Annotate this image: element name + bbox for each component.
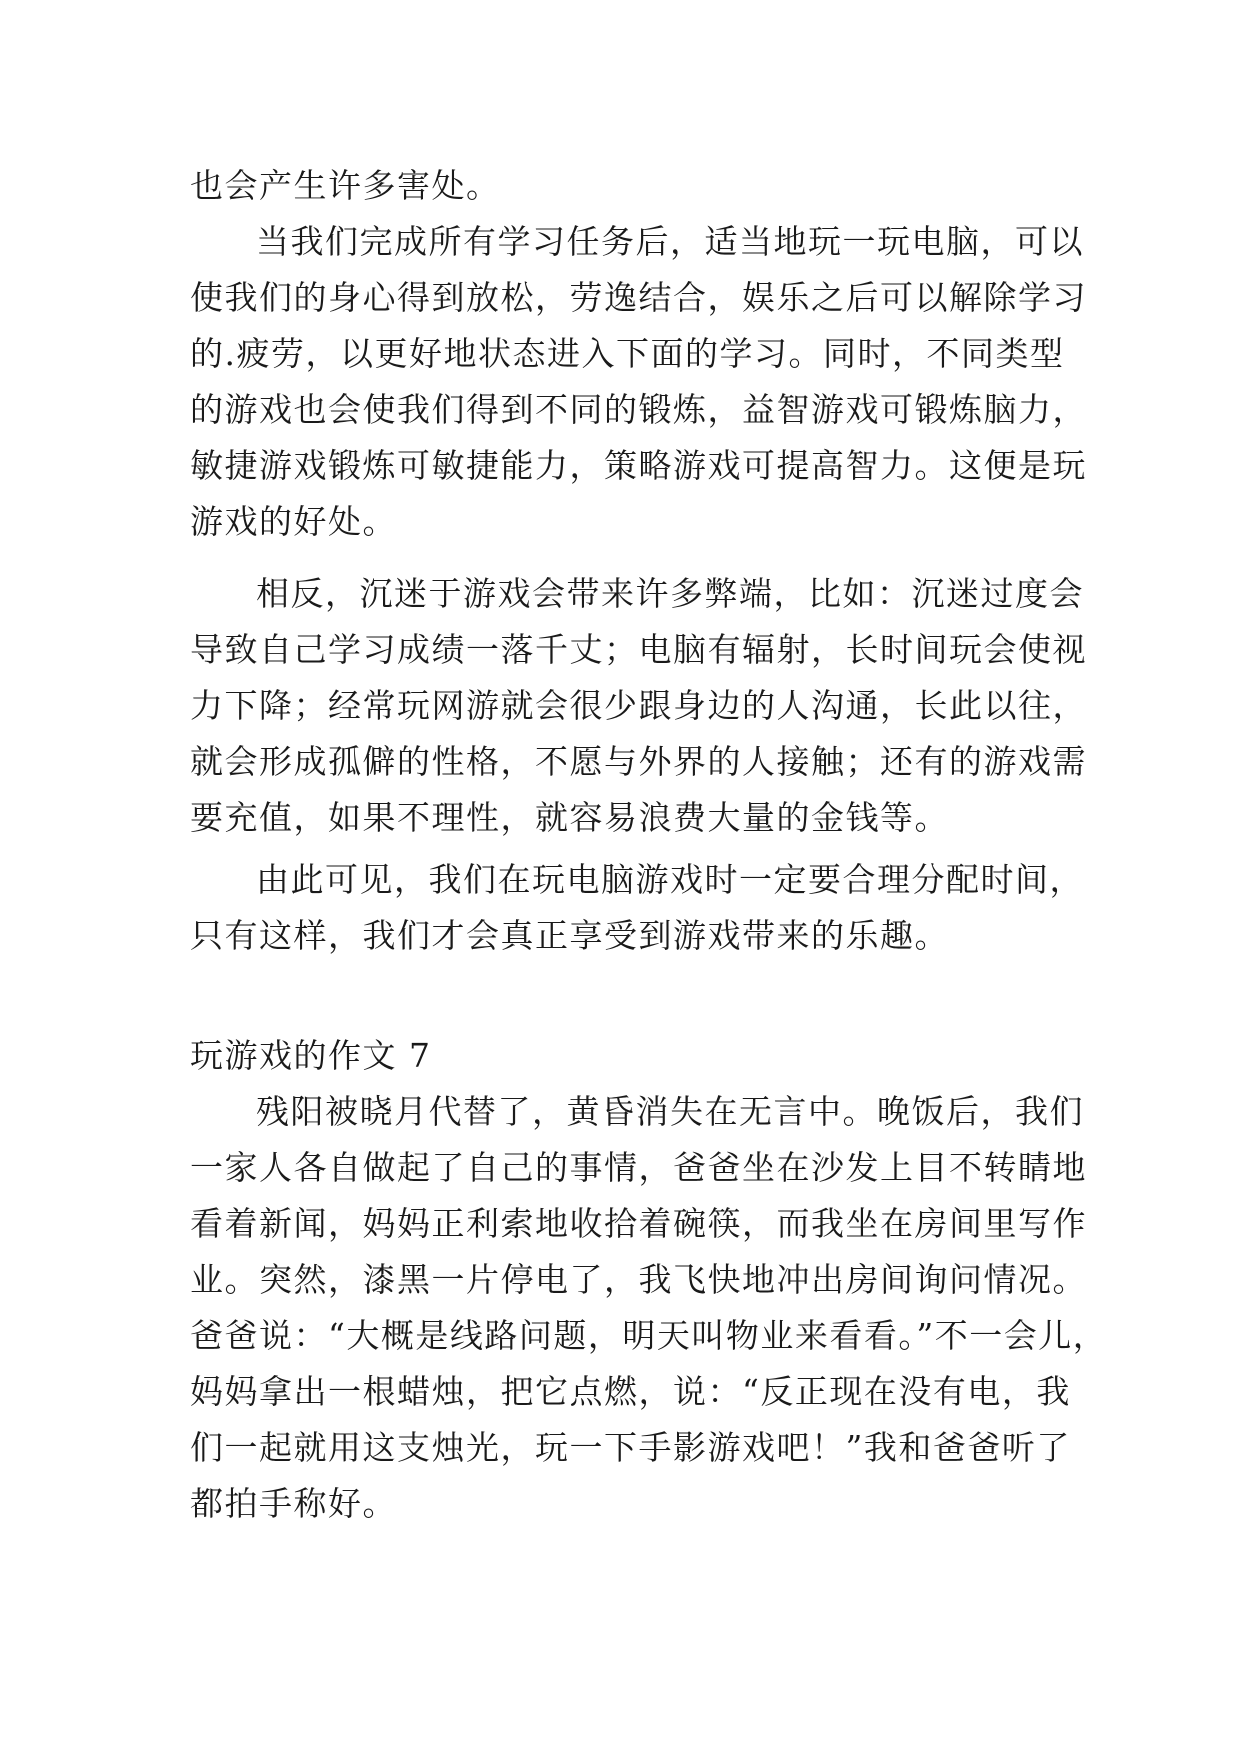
text-line: 敏捷游戏锻炼可敏捷能力，策略游戏可提高智力。这便是玩 — [190, 446, 1087, 485]
text-line: 只有这样，我们才会真正享受到游戏带来的乐趣。 — [190, 916, 949, 955]
text-line: 游戏的好处。 — [190, 502, 397, 541]
text-line: 一家人各自做起了自己的事情，爸爸坐在沙发上目不转睛地 — [190, 1148, 1087, 1187]
text-line: 都拍手称好。 — [190, 1484, 397, 1523]
paragraph-first-line: 相反，沉迷于游戏会带来许多弊端，比如：沉迷过度会 — [256, 574, 1084, 613]
paragraph-first-line: 当我们完成所有学习任务后，适当地玩一玩电脑，可以 — [256, 222, 1084, 261]
text-line: 力下降；经常玩网游就会很少跟身边的人沟通，长此以往， — [190, 686, 1087, 725]
text-line: 的游戏也会使我们得到不同的锻炼，益智游戏可锻炼脑力， — [190, 390, 1087, 429]
text-line: 看着新闻，妈妈正利索地收拾着碗筷，而我坐在房间里写作 — [190, 1204, 1087, 1243]
paragraph-first-line: 由此可见，我们在玩电脑游戏时一定要合理分配时间， — [256, 860, 1084, 899]
text-line: 们一起就用这支烛光，玩一下手影游戏吧！”我和爸爸听了 — [190, 1428, 1071, 1467]
text-line: 爸爸说：“大概是线路问题，明天叫物业来看看。”不一会儿， — [190, 1316, 1108, 1355]
text-line: 妈妈拿出一根蜡烛，把它点燃，说：“反正现在没有电，我 — [190, 1372, 1071, 1411]
text-line: 使我们的身心得到放松，劳逸结合，娱乐之后可以解除学习 — [190, 278, 1087, 317]
text-line: 要充值，如果不理性，就容易浪费大量的金钱等。 — [190, 798, 949, 837]
text-line: 业。突然，漆黑一片停电了，我飞快地冲出房间询问情况。 — [190, 1260, 1087, 1299]
text-line: 导致自己学习成绩一落千丈；电脑有辐射，长时间玩会使视 — [190, 630, 1087, 669]
text-line: 的.疲劳，以更好地状态进入下面的学习。同时，不同类型 — [190, 334, 1065, 373]
section-heading: 玩游戏的作文 7 — [190, 1036, 432, 1075]
text-line: 也会产生许多害处。 — [190, 166, 501, 205]
text-line: 就会形成孤僻的性格，不愿与外界的人接触；还有的游戏需 — [190, 742, 1087, 781]
paragraph-first-line: 残阳被晓月代替了，黄昏消失在无言中。晚饭后，我们 — [256, 1092, 1084, 1131]
